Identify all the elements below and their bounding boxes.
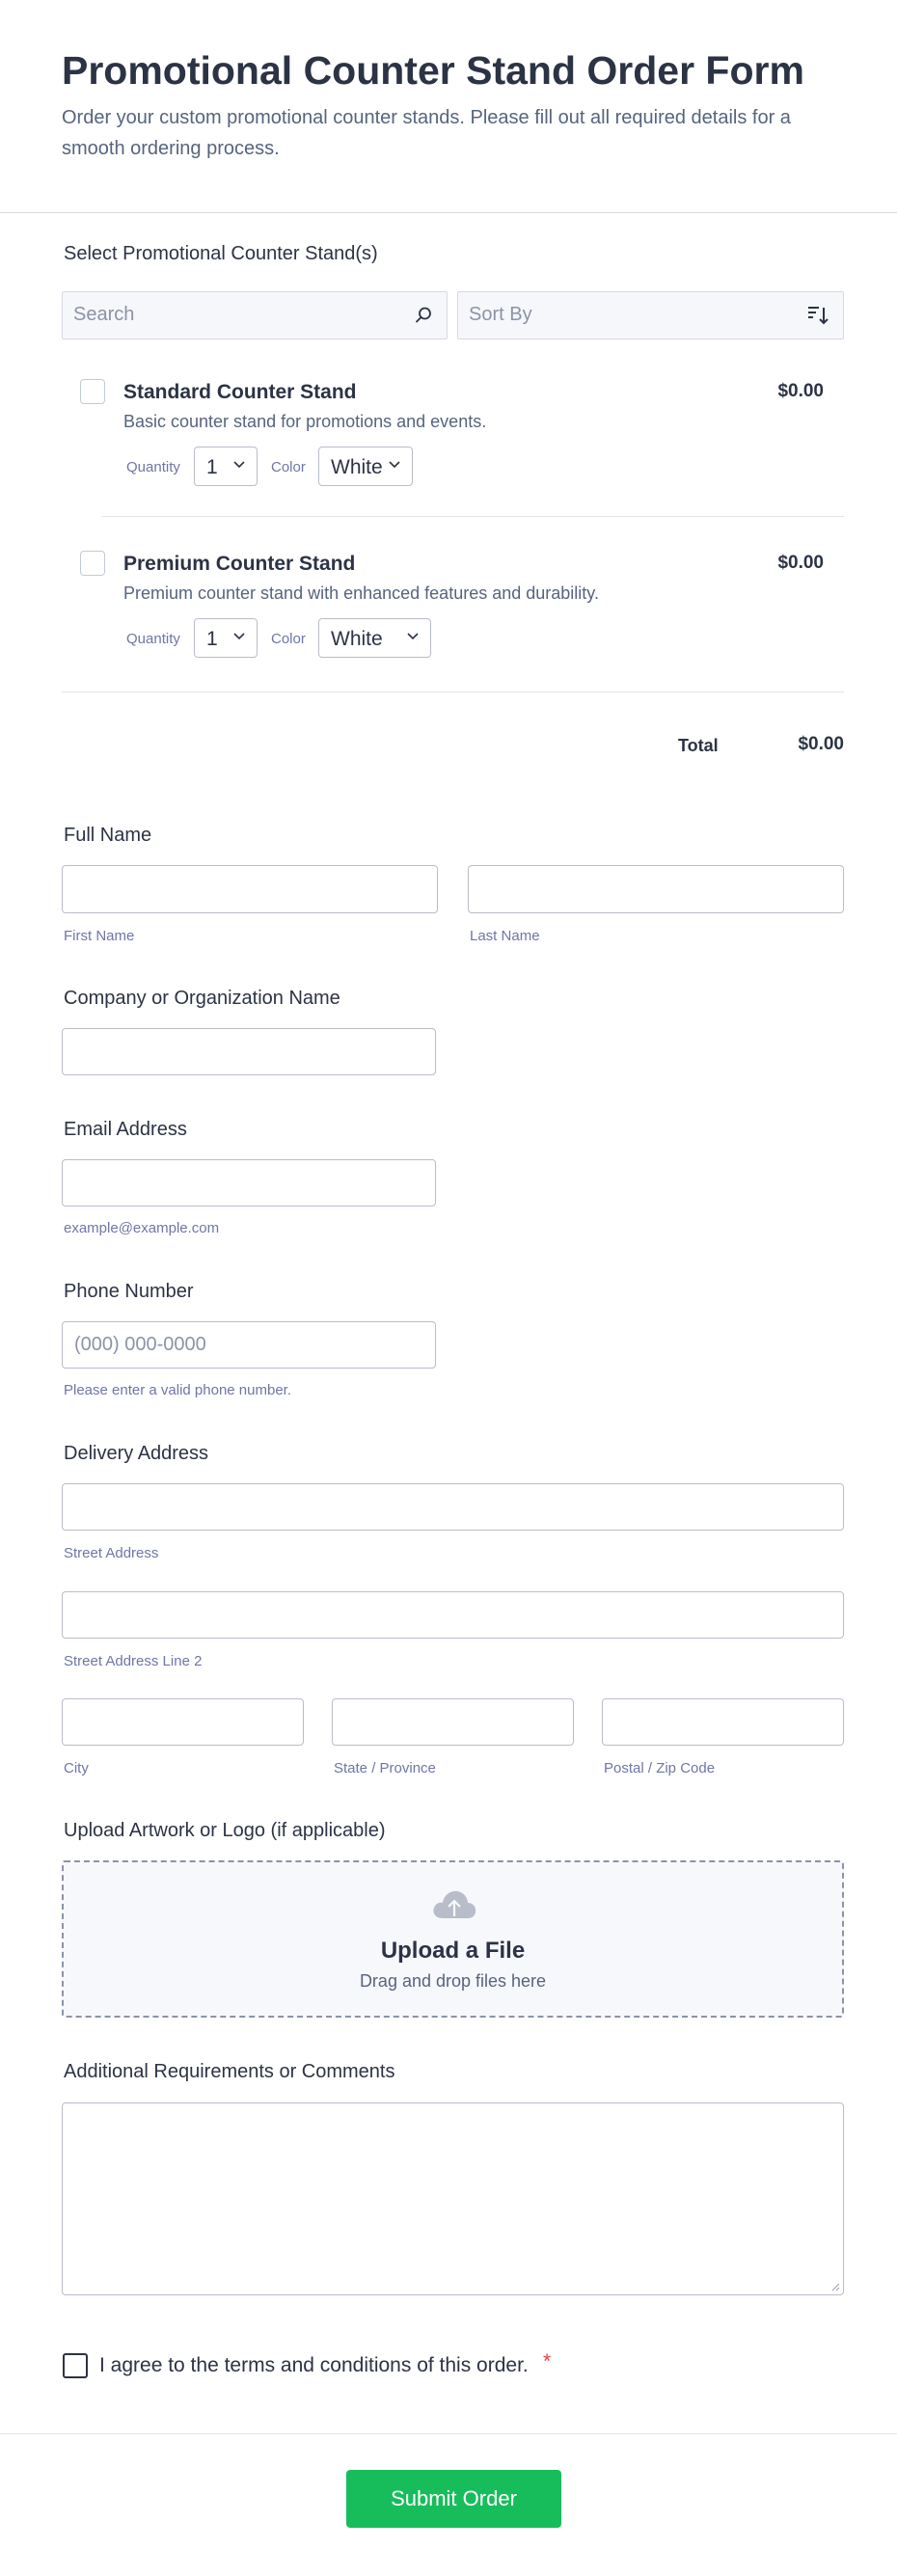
sort-placeholder: Sort By: [469, 304, 532, 325]
email-sublabel: example@example.com: [64, 1220, 220, 1236]
color-value: White: [331, 456, 383, 478]
color-value: White: [331, 628, 383, 650]
product-name: Premium Counter Stand: [123, 553, 356, 575]
total-value: $0.00: [798, 734, 844, 754]
product-divider: [102, 516, 844, 517]
comments-label: Additional Requirements or Comments: [64, 2061, 395, 2082]
sort-icon[interactable]: [806, 305, 829, 326]
product-price: $0.00: [777, 381, 824, 401]
product-description: Basic counter stand for promotions and events.: [123, 412, 487, 431]
company-input[interactable]: [62, 1028, 436, 1075]
resize-handle-icon[interactable]: [830, 2282, 840, 2291]
product-name: Standard Counter Stand: [123, 381, 357, 403]
required-asterisk: *: [543, 2350, 552, 2373]
chevron-down-icon: [407, 633, 419, 640]
quantity-label: Quantity: [126, 631, 180, 647]
street-address-line2-sublabel: Street Address Line 2: [64, 1653, 203, 1669]
email-label: Email Address: [64, 1119, 187, 1140]
color-label: Color: [271, 459, 306, 475]
phone-sublabel: Please enter a valid phone number.: [64, 1382, 291, 1398]
email-input[interactable]: [62, 1159, 436, 1207]
submit-button[interactable]: Submit Order: [346, 2470, 561, 2528]
phone-placeholder: (000) 000-0000: [74, 1334, 206, 1355]
street-address-input[interactable]: [62, 1483, 844, 1531]
chevron-down-icon: [233, 461, 245, 469]
last-name-input[interactable]: [468, 865, 844, 913]
terms-checkbox[interactable]: [63, 2353, 88, 2378]
street-address-sublabel: Street Address: [64, 1545, 159, 1561]
comments-textarea[interactable]: [62, 2102, 844, 2295]
color-select[interactable]: [318, 447, 413, 486]
city-sublabel: City: [64, 1760, 89, 1776]
quantity-value: 1: [206, 456, 218, 478]
terms-label: I agree to the terms and conditions of this order.: [99, 2354, 529, 2376]
quantity-label: Quantity: [126, 459, 180, 475]
street-address-line2-input[interactable]: [62, 1591, 844, 1639]
city-input[interactable]: [62, 1698, 304, 1746]
quantity-value: 1: [206, 628, 218, 650]
upload-label: Upload Artwork or Logo (if applicable): [64, 1820, 386, 1841]
address-label: Delivery Address: [64, 1443, 209, 1464]
page-subtitle: Order your custom promotional counter stands. Please fill out all required details for a smooth ordering process.: [62, 107, 791, 159]
product-checkbox-premium[interactable]: [80, 551, 105, 576]
footer-divider: [0, 2433, 897, 2434]
zip-sublabel: Postal / Zip Code: [604, 1760, 716, 1776]
cloud-upload-icon: [431, 1887, 477, 1920]
phone-input[interactable]: [62, 1321, 436, 1369]
header-divider: [0, 212, 897, 213]
phone-label: Phone Number: [64, 1281, 194, 1302]
file-upload-dropzone[interactable]: [62, 1860, 844, 2018]
quantity-select[interactable]: [194, 447, 258, 486]
products-label: Select Promotional Counter Stand(s): [64, 243, 378, 264]
chevron-down-icon: [233, 633, 245, 640]
company-label: Company or Organization Name: [64, 988, 340, 1009]
product-search-input[interactable]: [62, 291, 448, 339]
zip-input[interactable]: [602, 1698, 844, 1746]
color-label: Color: [271, 631, 306, 647]
sort-by-select[interactable]: [457, 291, 844, 339]
last-name-sublabel: Last Name: [470, 928, 540, 944]
color-select[interactable]: [318, 618, 431, 658]
search-placeholder: Search: [73, 304, 135, 325]
product-checkbox-standard[interactable]: [80, 379, 105, 404]
page-title: Promotional Counter Stand Order Form: [62, 48, 804, 93]
chevron-down-icon: [389, 461, 400, 469]
total-label: Total: [678, 736, 719, 755]
upload-title: Upload a File: [380, 1938, 526, 1964]
full-name-label: Full Name: [64, 825, 152, 846]
first-name-input[interactable]: [62, 865, 438, 913]
products-divider: [62, 691, 844, 692]
first-name-sublabel: First Name: [64, 928, 135, 944]
quantity-select[interactable]: [194, 618, 258, 658]
product-price: $0.00: [777, 553, 824, 573]
state-input[interactable]: [332, 1698, 574, 1746]
product-description: Premium counter stand with enhanced features and durability.: [123, 583, 599, 603]
upload-hint: Drag and drop files here: [359, 1971, 547, 1991]
search-icon[interactable]: [414, 306, 433, 325]
state-sublabel: State / Province: [334, 1760, 436, 1776]
